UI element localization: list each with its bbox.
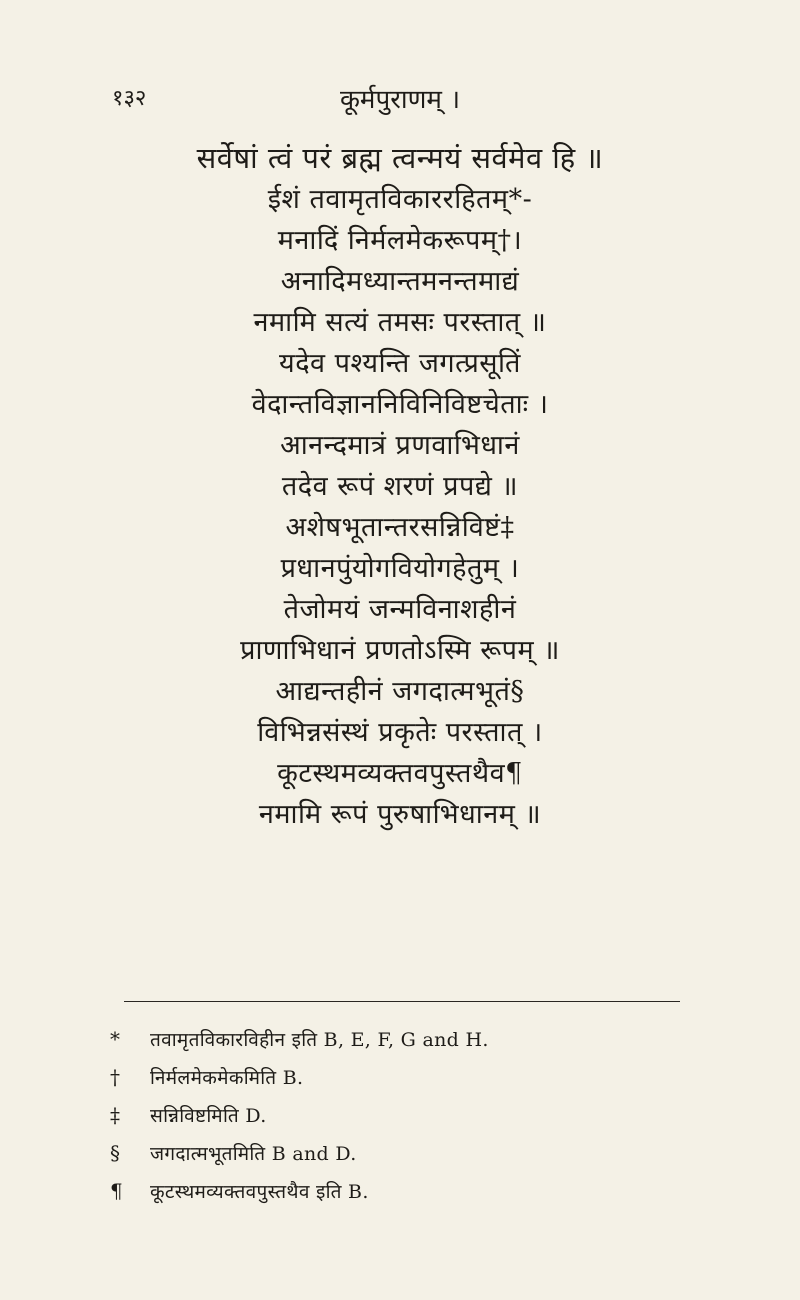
verse-line: अशेषभूतान्तरसन्निविष्टं‡ [285,512,515,543]
footnote-mark: * [110,1027,120,1051]
footnote-text: तवामृतविकारविहीन इति B, E, F, G and H. [150,1029,489,1051]
footnote-text: कूटस्थमव्यक्तवपुस्तथैव इति B. [150,1181,369,1203]
page-header [0,78,800,118]
footnote-mark: ‡ [110,1103,120,1127]
verse-line: आद्यन्तहीनं जगदात्मभूतं§ [275,676,525,707]
footnote [110,1172,710,1210]
footnote [110,1020,710,1058]
footnote [110,1058,710,1096]
verse-line: अनादिमध्यान्तमनन्तमाद्यं [280,266,520,297]
footnote-text: निर्मलमेकमेकमिति B. [150,1067,304,1089]
page-number: १३२ [112,86,147,111]
verse-block [0,138,800,835]
footnote-text: सन्निविष्टमिति D. [150,1105,267,1127]
verse-line: मनादिं निर्मलमेकरूपम्†। [277,225,523,256]
verse-line: कूटस्थमव्यक्तवपुस्तथैव¶ [277,758,523,789]
verse-line: आनन्दमात्रं प्रणवाभिधानं [280,430,520,461]
verse-line: ईशं तवामृतविकाररहितम्*- [267,184,533,215]
footnote [110,1134,710,1172]
footnote-mark: † [110,1065,120,1089]
verse-line: नमामि सत्यं तमसः परस्तात् ॥ [253,307,547,338]
verse-line: नमामि रूपं पुरुषाभिधानम् ॥ [258,799,542,830]
verse-line: वेदान्तविज्ञाननिविनिविष्टचेताः । [251,389,549,420]
footnote [110,1096,710,1134]
verse-line: तदेव रूपं शरणं प्रपद्ये ॥ [281,471,519,502]
footnotes [110,1020,710,1210]
running-title: कूर्मपुराणम् । [339,85,461,115]
footnote-rule [124,1001,680,1002]
verse-line: यदेव पश्यन्ति जगत्प्रसूतिं [279,348,521,379]
verse-line: प्राणाभिधानं प्रणतोऽस्मि रूपम् ॥ [240,635,560,666]
verse-line: प्रधानपुंयोगवियोगहेतुम् । [280,553,520,584]
footnote-mark: § [110,1141,120,1165]
verse-line: सर्वेषां त्वं परं ब्रह्म त्वन्मयं सर्वमेव हि ॥ [196,141,604,175]
footnote-mark: ¶ [110,1179,123,1203]
footnote-text: जगदात्मभूतमिति B and D. [150,1143,357,1165]
verse-line: विभिन्नसंस्थं प्रकृतेः परस्तात् । [257,717,543,748]
verse-line: तेजोमयं जन्मविनाशहीनं [283,594,517,625]
